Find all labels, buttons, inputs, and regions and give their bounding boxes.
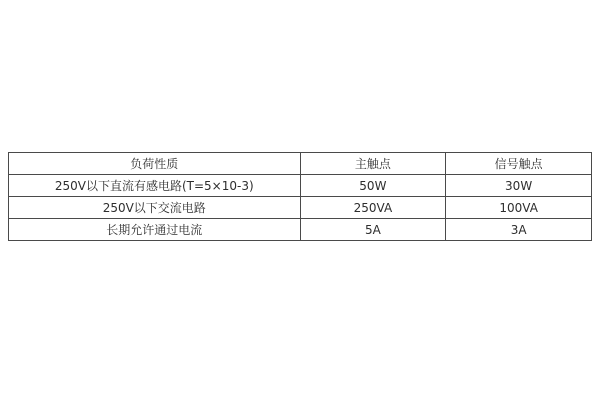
load-spec-table	[8, 152, 592, 241]
cell-load-nature-current: 长期允许通过电流	[9, 219, 301, 241]
header-main-contact: 主触点	[300, 153, 446, 175]
cell-signal-contact-dc: 30W	[446, 175, 592, 197]
cell-main-contact-dc: 50W	[300, 175, 446, 197]
cell-signal-contact-current: 3A	[446, 219, 592, 241]
table-header-row	[9, 153, 592, 175]
cell-signal-contact-ac: 100VA	[446, 197, 592, 219]
table-row-ac-circuit	[9, 197, 592, 219]
table-row-dc-circuit	[9, 175, 592, 197]
cell-load-nature-ac: 250V以下交流电路	[9, 197, 301, 219]
header-signal-contact: 信号触点	[446, 153, 592, 175]
spec-table-container	[8, 152, 592, 241]
cell-load-nature-dc: 250V以下直流有感电路(T=5×10-3)	[9, 175, 301, 197]
cell-main-contact-ac: 250VA	[300, 197, 446, 219]
header-load-nature: 负荷性质	[9, 153, 301, 175]
cell-main-contact-current: 5A	[300, 219, 446, 241]
table-row-continuous-current	[9, 219, 592, 241]
